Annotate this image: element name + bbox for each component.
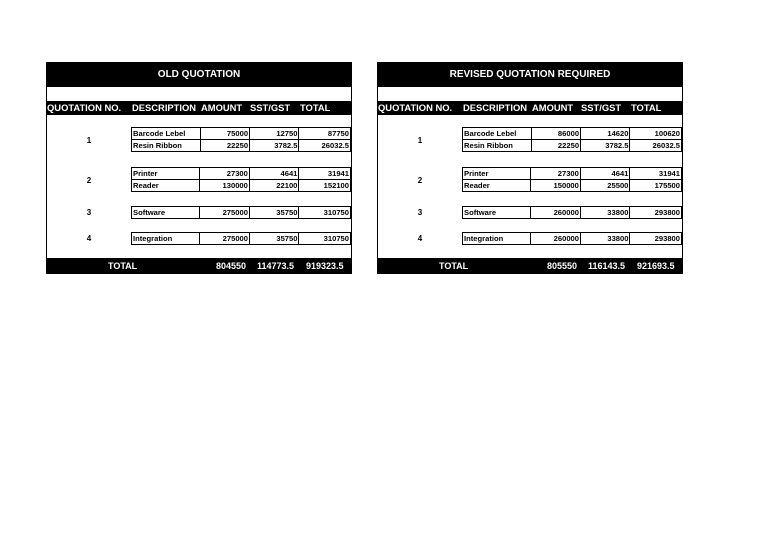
- item-total: 310750: [299, 207, 351, 219]
- item-sst: 33800: [581, 233, 630, 245]
- spacer-row: [46, 219, 352, 232]
- items-table: [131, 127, 351, 152]
- spacer-row: [377, 245, 683, 258]
- item-description: Printer: [132, 168, 200, 180]
- spacer-row: [377, 87, 683, 101]
- header-quotation-no: QUOTATION NO.: [47, 102, 122, 113]
- quotation-group-4: [377, 232, 683, 245]
- item-description: Integration: [463, 233, 531, 245]
- quotation-number: 2: [86, 175, 92, 185]
- spacer-row: [377, 193, 683, 206]
- header-sst: SST/GST: [250, 102, 291, 113]
- total-sst: 114773.5: [257, 261, 295, 271]
- header-row: [46, 101, 352, 115]
- table-row: [463, 168, 682, 180]
- item-total: 31941: [630, 168, 682, 180]
- item-sst: 3782.5: [581, 140, 630, 152]
- quotation-group-1: [46, 127, 352, 153]
- old-quotation-sheet: [46, 62, 352, 274]
- quotation-group-4: [46, 232, 352, 245]
- item-total: 26032.5: [630, 140, 682, 152]
- item-sst: 25500: [580, 180, 630, 192]
- item-description: Software: [463, 207, 531, 219]
- item-sst: 12750: [250, 128, 299, 140]
- spacer-row: [46, 87, 352, 101]
- table-row: [132, 168, 351, 180]
- item-sst: 3782.5: [250, 140, 299, 152]
- spacer-row: [377, 153, 683, 167]
- header-description: DESCRIPTION: [132, 102, 197, 113]
- item-amount: 27300: [531, 168, 581, 180]
- item-description: Printer: [463, 168, 531, 180]
- table-row: [463, 140, 682, 152]
- header-row: [377, 101, 683, 115]
- item-total: 310750: [299, 233, 351, 245]
- quotation-group-2: [377, 167, 683, 193]
- quotation-number: 3: [86, 208, 92, 217]
- item-description: Software: [132, 207, 200, 219]
- table-row: [463, 128, 682, 140]
- item-total: 26032.5: [299, 140, 351, 152]
- item-sst: 22100: [249, 180, 299, 192]
- quotation-group-2: [46, 167, 352, 193]
- item-total: 87750: [299, 128, 351, 140]
- spacer-row: [377, 115, 683, 127]
- item-description: Barcode Lebel: [463, 128, 532, 140]
- table-row: [463, 233, 682, 245]
- item-description: Reader: [463, 180, 531, 192]
- header-quotation-no: QUOTATION NO.: [378, 102, 453, 113]
- item-amount: 150000: [531, 180, 581, 192]
- quotation-group-3: [46, 206, 352, 219]
- quotation-number: 2: [417, 175, 423, 185]
- item-description: Barcode Lebel: [132, 128, 201, 140]
- total-label: TOTAL: [439, 261, 469, 271]
- quotation-number: 4: [86, 234, 92, 243]
- table-row: [132, 140, 351, 152]
- quotation-number: 1: [86, 135, 92, 145]
- items-table: [462, 232, 682, 245]
- header-amount: AMOUNT: [532, 102, 574, 113]
- total-amount: 804550: [216, 261, 247, 271]
- quotation-group-1: [377, 127, 683, 153]
- item-amount: 27300: [200, 168, 250, 180]
- item-total: 293800: [630, 233, 682, 245]
- item-description: Resin Ribbon: [132, 140, 201, 152]
- item-amount: 260000: [531, 233, 581, 245]
- items-table: [131, 206, 351, 219]
- header-description: DESCRIPTION: [463, 102, 528, 113]
- item-description: Resin Ribbon: [463, 140, 532, 152]
- item-total: 100620: [630, 128, 682, 140]
- item-total: 293800: [630, 207, 682, 219]
- items-table: [462, 206, 682, 219]
- sheet-title: REVISED QUOTATION REQUIRED: [377, 62, 683, 87]
- item-amount: 130000: [200, 180, 250, 192]
- item-sst: 14620: [581, 128, 630, 140]
- total-total: 919323.5: [306, 261, 344, 271]
- item-sst: 35750: [249, 207, 299, 219]
- spacer-row: [377, 219, 683, 232]
- spacer-row: [46, 193, 352, 206]
- items-table: [131, 167, 351, 192]
- items-table: [462, 127, 682, 152]
- item-sst: 4641: [580, 168, 630, 180]
- total-label: TOTAL: [108, 261, 138, 271]
- item-amount: 22250: [200, 140, 249, 152]
- item-description: Reader: [132, 180, 200, 192]
- items-table: [131, 232, 351, 245]
- item-amount: 22250: [531, 140, 580, 152]
- header-amount: AMOUNT: [201, 102, 243, 113]
- item-sst: 35750: [250, 233, 299, 245]
- item-sst: 33800: [580, 207, 630, 219]
- quotation-group-3: [377, 206, 683, 219]
- table-row: [132, 207, 351, 219]
- items-table: [462, 167, 682, 192]
- item-amount: 75000: [200, 128, 249, 140]
- total-total: 921693.5: [637, 261, 675, 271]
- table-row: [132, 128, 351, 140]
- header-sst: SST/GST: [581, 102, 622, 113]
- item-amount: 275000: [200, 207, 250, 219]
- header-total: TOTAL: [300, 102, 331, 113]
- table-row: [463, 207, 682, 219]
- table-row: [132, 180, 351, 192]
- item-total: 175500: [630, 180, 682, 192]
- total-sst: 116143.5: [588, 261, 626, 271]
- item-amount: 86000: [531, 128, 580, 140]
- item-total: 152100: [299, 180, 351, 192]
- item-total: 31941: [299, 168, 351, 180]
- spacer-row: [46, 245, 352, 258]
- quotation-number: 1: [417, 135, 423, 145]
- quotation-number: 4: [417, 234, 423, 243]
- item-amount: 260000: [531, 207, 581, 219]
- sheet-title: OLD QUOTATION: [46, 62, 352, 87]
- item-amount: 275000: [200, 233, 250, 245]
- quotation-number: 3: [417, 208, 423, 217]
- spacer-row: [46, 115, 352, 127]
- header-total: TOTAL: [631, 102, 662, 113]
- total-row: [377, 258, 683, 274]
- item-sst: 4641: [249, 168, 299, 180]
- item-description: Integration: [132, 233, 200, 245]
- spacer-row: [46, 153, 352, 167]
- total-row: [46, 258, 352, 274]
- revised-quotation-sheet: [377, 62, 683, 274]
- table-row: [132, 233, 351, 245]
- table-row: [463, 180, 682, 192]
- total-amount: 805550: [547, 261, 578, 271]
